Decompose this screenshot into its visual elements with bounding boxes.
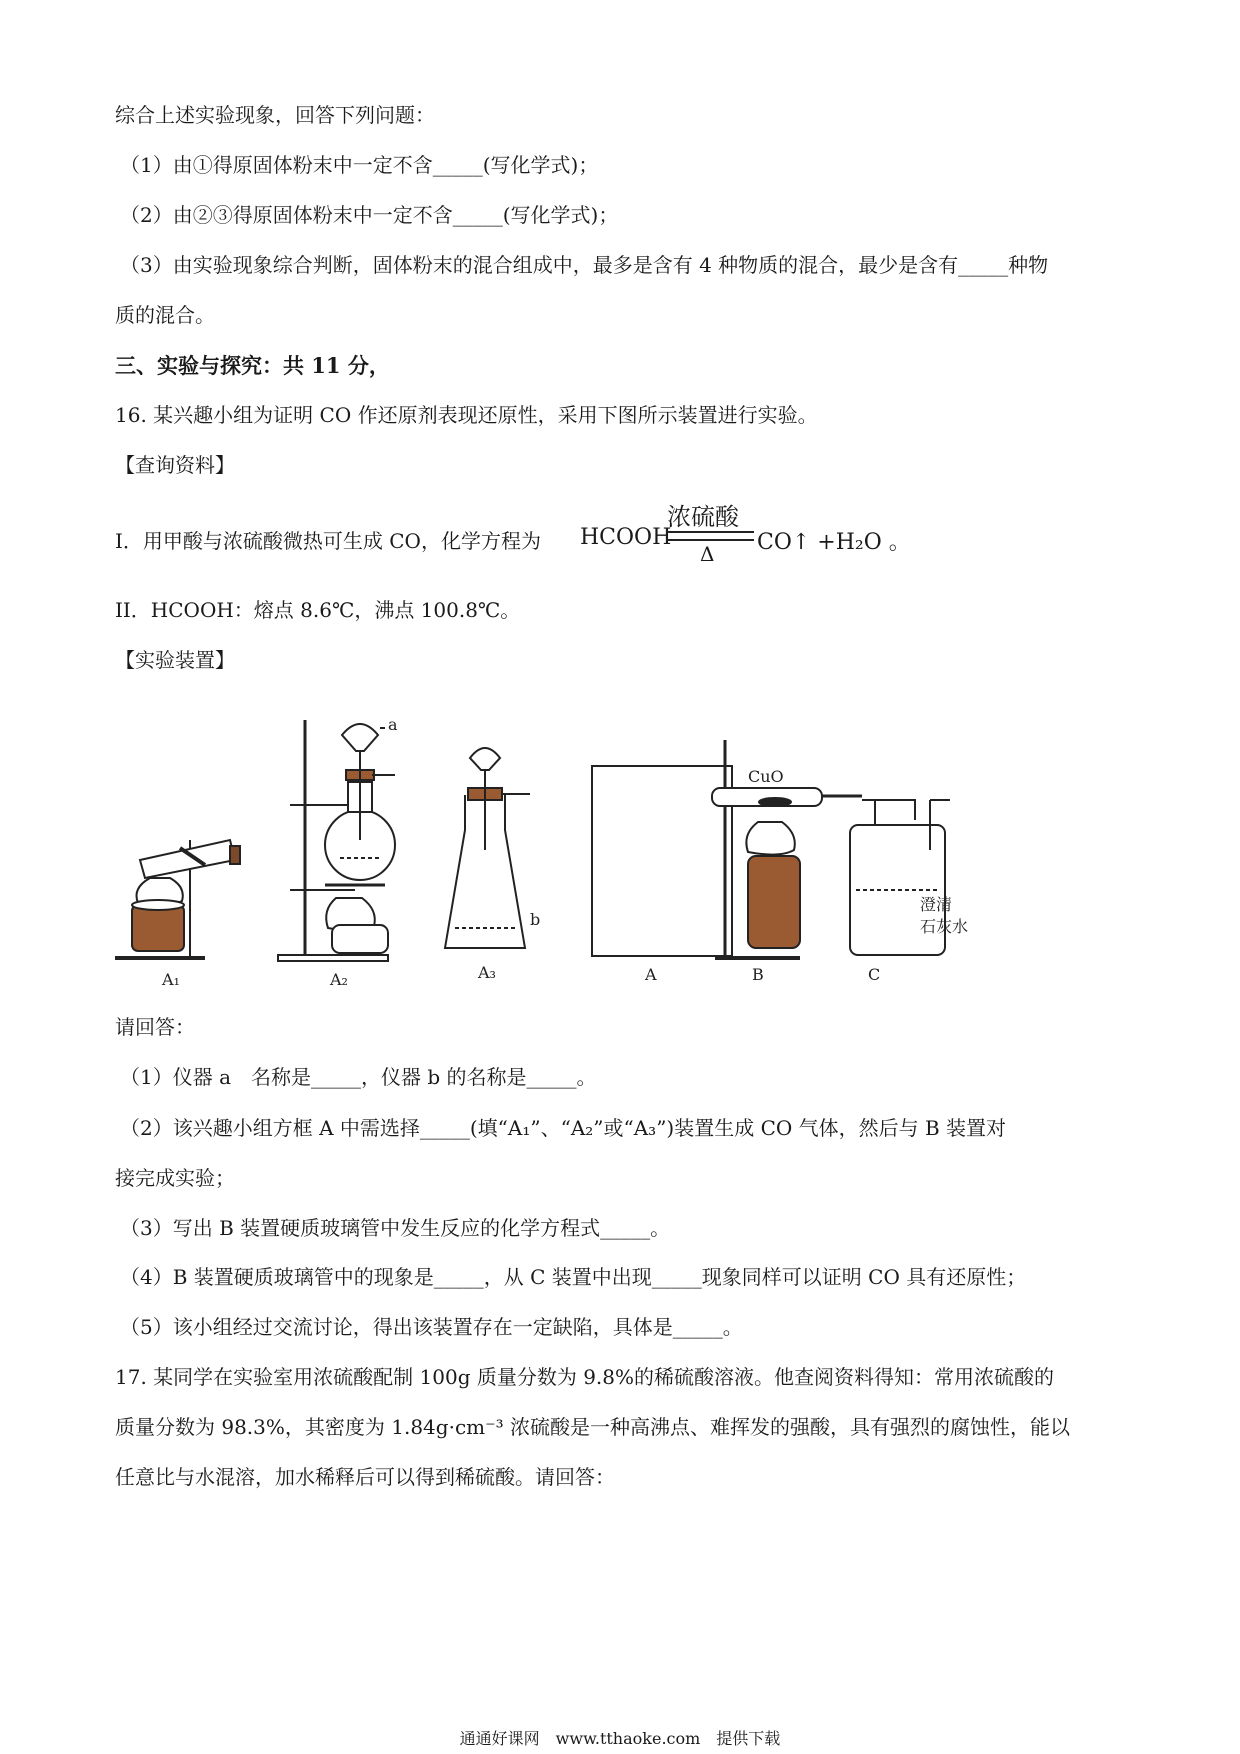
question-16-4: （4）B 装置硬质玻璃管中的现象是_____，从 C 装置中出现_____现象同样可以证明 CO 具有还原性； — [120, 1265, 1027, 1289]
label-limewater-1: 澄清 — [920, 895, 953, 914]
question-16-stem: 16. 某兴趣小组为证明 CO 作还原剂表现还原性，采用下图所示装置进行实验。 — [115, 403, 818, 427]
equation-prefix: I．用甲酸与浓硫酸微热可生成 CO，化学方程为 — [115, 529, 541, 553]
apparatus-a1 — [115, 840, 240, 958]
caption-a1: A₁ — [162, 970, 180, 989]
label-b: b — [530, 910, 541, 929]
label-limewater-2: 石灰水 — [920, 917, 969, 936]
question-17-line-2: 质量分数为 98.3%，其密度为 1.84g·cm⁻³ 浓硫酸是一种高沸点、难挥发的强酸，具有强烈的腐蚀性，能以 — [115, 1415, 1071, 1439]
question-15-3: （3）由实验现象综合判断，固体粉末的混合组成中，最多是含有 4 种物质的混合，最少是含有_____种物 — [120, 253, 1049, 277]
caption-b: B — [752, 965, 764, 984]
equation-condition-top: 浓硫酸 — [667, 503, 739, 531]
answer-prompt: 请回答： — [115, 1015, 195, 1039]
equation-double-bar — [666, 531, 754, 541]
intro-line: 综合上述实验现象，回答下列问题： — [115, 103, 435, 127]
equation-reactant: HCOOH — [580, 525, 672, 550]
caption-c: C — [868, 965, 881, 984]
question-17-line-1: 17. 某同学在实验室用浓硫酸配制 100g 质量分数为 9.8%的稀硫酸溶液。他查阅资料得知：常用浓硫酸的 — [115, 1365, 1055, 1389]
apparatus-b — [712, 740, 862, 958]
question-15-3-continued: 质的混合。 — [115, 303, 215, 327]
question-16-3: （3）写出 B 装置硬质玻璃管中发生反应的化学方程式_____。 — [120, 1216, 671, 1240]
equation-condition-bottom: Δ — [700, 542, 715, 566]
question-17-line-3: 任意比与水混溶，加水稀释后可以得到稀硫酸。请回答： — [115, 1465, 615, 1489]
reference-item-2: II．HCOOH：熔点 8.6℃，沸点 100.8℃。 — [115, 598, 521, 622]
apparatus-a2 — [278, 720, 395, 961]
equation-products: CO↑ +H₂O 。 — [757, 530, 911, 555]
question-16-2: （2）该兴趣小组方框 A 中需选择_____(填“A₁”、“A₂”或“A₃”)装置生成 CO 气体，然后与 B 装置对 — [120, 1116, 1007, 1140]
question-15-1: （1）由①得原固体粉末中一定不含_____(写化学式)； — [120, 153, 599, 177]
section-heading: 三、实验与探究：共 11 分， — [115, 353, 390, 378]
caption-a2: A₂ — [330, 970, 348, 989]
question-16-1: （1）仪器 a 名称是_____，仪器 b 的名称是_____。 — [120, 1065, 597, 1089]
apparatus-figure — [0, 700, 1240, 1000]
question-16-2-continued: 接完成实验； — [115, 1166, 235, 1190]
caption-box-a: A — [645, 965, 657, 984]
apparatus-box-a — [592, 766, 732, 956]
question-15-2: （2）由②③得原固体粉末中一定不含_____(写化学式)； — [120, 203, 619, 227]
footer: 通通好课网 www.tthaoke.com 提供下载 — [459, 1729, 781, 1748]
reference-heading: 【查询资料】 — [115, 453, 235, 477]
label-cuo: CuO — [748, 767, 784, 786]
apparatus-a3 — [445, 748, 530, 948]
label-a: a — [388, 715, 398, 734]
question-16-5: （5）该小组经过交流讨论，得出该装置存在一定缺陷，具体是_____。 — [120, 1315, 743, 1339]
apparatus-heading: 【实验装置】 — [115, 648, 235, 672]
caption-a3: A₃ — [478, 963, 496, 982]
